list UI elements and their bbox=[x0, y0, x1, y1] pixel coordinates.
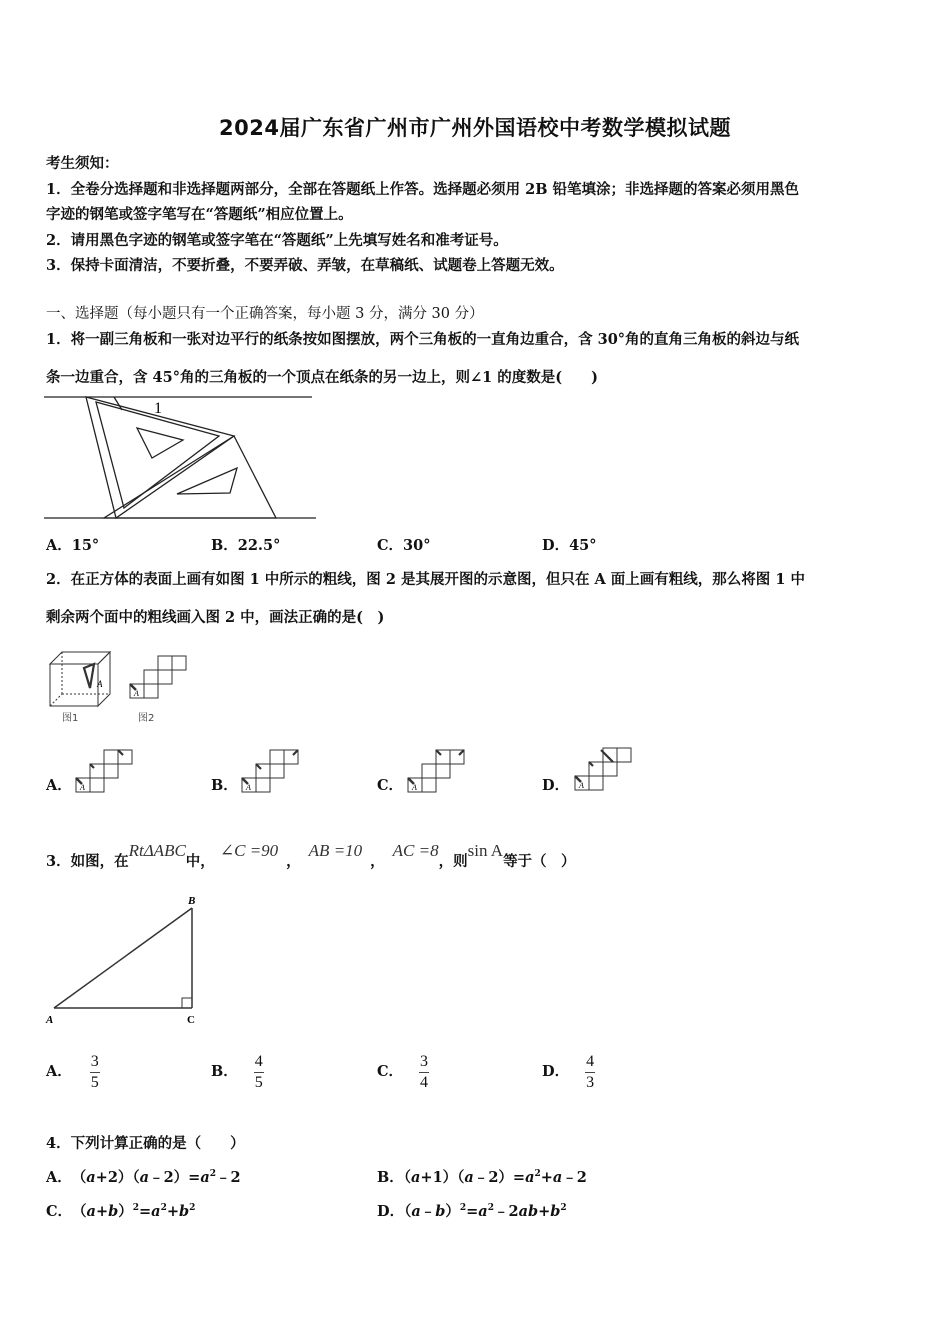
q4-option-d[interactable]: D．$(a﹣b)^2=a^2﹣2ab+b^2$ bbox=[377, 1203, 567, 1220]
q1-option-a[interactable]: A．15° bbox=[46, 537, 100, 554]
q2-line-2: 剩余两个面中的粗线画入图 2 中，画法正确的是( ) bbox=[46, 609, 385, 626]
q3-triangle: RtΔABC bbox=[128, 841, 186, 860]
q2-option-a-figure[interactable] bbox=[72, 746, 142, 796]
q3-sep2: ， bbox=[370, 853, 385, 870]
q4-option-d-letter: D． bbox=[377, 1203, 405, 1220]
vertex-a-label: A bbox=[46, 1014, 54, 1026]
option-d-face-label: A bbox=[579, 781, 584, 790]
q3-sep1: ， bbox=[286, 853, 301, 870]
q3-option-b-num: 4 bbox=[254, 1052, 264, 1073]
q3-option-c[interactable] bbox=[377, 1048, 429, 1096]
q1-figure bbox=[44, 392, 324, 522]
q3-suffix: 等于（ ） bbox=[503, 853, 576, 870]
q2-option-a[interactable]: A． bbox=[46, 777, 72, 794]
q3-option-c-num: 3 bbox=[419, 1052, 429, 1073]
q3-option-d[interactable] bbox=[542, 1048, 595, 1096]
q3-ac: AC =8 bbox=[392, 841, 439, 860]
option-c-face-label: A bbox=[412, 783, 417, 792]
q3-option-b-letter: B． bbox=[211, 1063, 238, 1080]
q3-option-b[interactable] bbox=[211, 1048, 264, 1096]
q1-line-2: 条一边重合，含 45°角的三角板的一个顶点在纸条的另一边上，则∠1 的度数是( ) bbox=[46, 369, 598, 386]
q4-option-a[interactable]: A． $(a+2)(a﹣2)=a^2﹣2$ bbox=[46, 1169, 241, 1186]
section-heading: 一、选择题（每小题只有一个正确答案，每小题 3 分，满分 30 分） bbox=[46, 306, 484, 322]
page-title: 2024届广东省广州市广州外国语校中考数学模拟试题 bbox=[219, 116, 731, 140]
q3-option-b-den: 5 bbox=[254, 1073, 263, 1091]
option-a-face-label: A bbox=[80, 783, 85, 792]
q3-option-a[interactable] bbox=[46, 1048, 100, 1096]
vertex-b-label: B bbox=[188, 895, 196, 907]
q3-option-c-letter: C． bbox=[377, 1063, 404, 1080]
notice-heading: 考生须知： bbox=[46, 155, 119, 172]
q3-option-c-den: 4 bbox=[420, 1073, 429, 1091]
q2-option-d[interactable]: D． bbox=[542, 777, 570, 794]
q4-option-c-letter: C． bbox=[46, 1203, 65, 1220]
angle-1-label: 1 bbox=[154, 400, 162, 417]
q1-line-1: 1．将一副三角板和一张对边平行的纸条按如图摆放，两个三角板的一直角边重合，含 30°角的直角三角板的斜边与纸 bbox=[46, 331, 800, 348]
q4-option-b[interactable]: B．$(a+1)(a﹣2)=a^2+a﹣2$ bbox=[377, 1169, 587, 1186]
cube-face-label: A bbox=[97, 679, 103, 689]
q3-option-d-letter: D． bbox=[542, 1063, 570, 1080]
q1-option-b[interactable]: B．22.5° bbox=[211, 537, 281, 554]
q3-mid: 中， bbox=[185, 853, 215, 870]
q3-angle: ∠C =90 bbox=[219, 841, 279, 860]
option-b-face-label: A bbox=[246, 783, 251, 792]
q4-option-a-letter: A． bbox=[46, 1169, 65, 1186]
notice-line-1a: 1．全卷分选择题和非选择题两部分，全部在答题纸上作答。选择题必须用 2B 铅笔填涂；非选择题的答案必须用黑色 bbox=[46, 181, 800, 198]
net-face-label: A bbox=[134, 689, 139, 698]
q3-ab: AB =10 bbox=[308, 841, 363, 860]
q2-option-c[interactable]: C． bbox=[377, 777, 404, 794]
q2-option-b[interactable]: B． bbox=[211, 777, 238, 794]
q1-option-c[interactable]: C．30° bbox=[377, 537, 431, 554]
q2-option-c-figure[interactable] bbox=[404, 746, 474, 796]
fig1-caption: 图1 bbox=[62, 713, 79, 724]
q3-prefix: 3．如图，在 bbox=[46, 853, 129, 870]
q3-stem bbox=[46, 836, 576, 870]
q1-option-d[interactable]: D．45° bbox=[542, 537, 597, 554]
q4-stem: 4．下列计算正确的是（ ） bbox=[46, 1135, 245, 1152]
q3-triangle-figure bbox=[44, 892, 214, 1032]
q2-line-1: 2．在正方体的表面上画有如图 1 中所示的粗线，图 2 是其展开图的示意图，但只在 A 面上画有粗线，那么将图 1 中 bbox=[46, 571, 805, 588]
q2-cube-figure bbox=[46, 650, 116, 725]
q4-option-b-letter: B． bbox=[377, 1169, 404, 1186]
q2-option-d-figure[interactable] bbox=[571, 744, 641, 796]
notice-line-2: 2．请用黑色字迹的钢笔或签字笔在“答题纸”上先填写姓名和准考证号。 bbox=[46, 232, 508, 249]
q3-option-a-den: 5 bbox=[90, 1073, 99, 1091]
notice-line-1b: 字迹的钢笔或签字笔写在“答题纸”相应位置上。 bbox=[46, 206, 353, 223]
q4-option-c[interactable]: C． $(a+b)^2=a^2+b^2$ bbox=[46, 1203, 196, 1220]
q2-option-b-figure[interactable] bbox=[238, 746, 308, 796]
q3-sin: sin A bbox=[467, 841, 504, 860]
vertex-c-label: C bbox=[187, 1014, 195, 1026]
notice-line-3: 3．保持卡面清洁，不要折叠，不要弄破、弄皱，在草稿纸、试题卷上答题无效。 bbox=[46, 257, 564, 274]
fig2-caption: 图2 bbox=[138, 713, 155, 724]
q3-option-d-den: 3 bbox=[586, 1073, 595, 1091]
q3-option-a-num: 3 bbox=[90, 1052, 100, 1073]
q3-then: ，则 bbox=[438, 853, 468, 870]
q3-option-d-num: 4 bbox=[585, 1052, 595, 1073]
q2-net-figure bbox=[126, 652, 196, 727]
q3-option-a-letter: A． bbox=[46, 1063, 72, 1080]
